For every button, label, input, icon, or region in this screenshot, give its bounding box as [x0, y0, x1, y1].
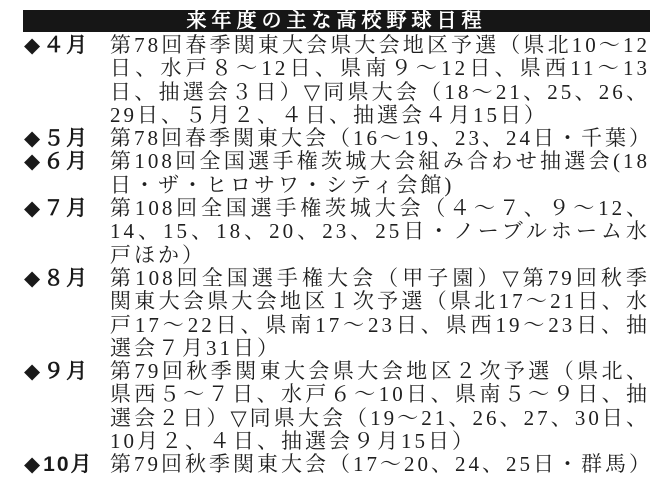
schedule-text: 第79回秋季関東大会（17〜20、24、25日・群馬） [110, 452, 653, 477]
diamond-bullet-icon: ◆ [24, 197, 43, 221]
month-label [0, 360, 110, 383]
schedule-text: 第78回春季関東大会（16〜19、23、24日・千葉） [110, 126, 653, 151]
schedule-row-may [0, 127, 655, 150]
schedule-list [0, 34, 655, 477]
month-text: ９月 [43, 360, 90, 384]
month-text: ４月 [43, 34, 90, 57]
schedule-text: 第108回全国選手権大会（甲子園）▽第79回秋季関東大会県大会地区１次予選（県北17〜21日、水戸17〜22日、県南17〜23日、県西19〜23日、抽選会７月31日） [110, 265, 650, 360]
month-text: ５月 [43, 127, 90, 151]
schedule-row-july [0, 197, 655, 267]
month-label [0, 127, 110, 150]
month-label [0, 34, 110, 57]
month-text: 10月 [43, 453, 94, 477]
month-label [0, 267, 110, 290]
diamond-bullet-icon: ◆ [24, 453, 43, 477]
month-text: ７月 [43, 197, 90, 221]
diamond-bullet-icon: ◆ [24, 34, 43, 57]
diamond-bullet-icon: ◆ [24, 360, 43, 384]
schedule-row-august [0, 267, 655, 360]
diamond-bullet-icon: ◆ [24, 266, 43, 290]
diamond-bullet-icon: ◆ [24, 127, 43, 151]
schedule-row-october [0, 453, 655, 476]
schedule-row-april [0, 34, 655, 127]
month-label [0, 453, 110, 476]
month-label [0, 150, 110, 173]
diamond-bullet-icon: ◆ [24, 150, 43, 174]
schedule-text: 第108回全国選手権茨城大会（４〜７、９〜12、14、15、18、20、23、25日・ノーブルホーム水戸ほか） [110, 196, 650, 267]
schedule-text: 第108回全国選手権茨城大会組み合わせ抽選会(18日・ザ・ヒロサワ・シティ会館) [110, 149, 650, 197]
schedule-text: 第79回秋季関東大会県大会地区２次予選（県北、県西５〜７日、水戸６〜10日、県南５〜９日、抽選会２日）▽同県大会（19〜21、26、27、30日、10月２、４日、抽選会９月15日） [110, 359, 650, 454]
page-title: 来年度の主な高校野球日程 [186, 10, 487, 32]
month-text: ８月 [43, 266, 90, 290]
month-label [0, 197, 110, 220]
schedule-text: 第78回春季関東大会県大会地区予選（県北10〜12日、水戸８〜12日、県南９〜12日、県西11〜13日、抽選会３日）▽同県大会（18〜21、25、26、29日、５月２、４日、抽選会４月15日） [110, 33, 650, 127]
month-text: ６月 [43, 150, 90, 174]
header-bar [23, 10, 650, 32]
schedule-row-september [0, 360, 655, 453]
schedule-row-june [0, 150, 655, 197]
